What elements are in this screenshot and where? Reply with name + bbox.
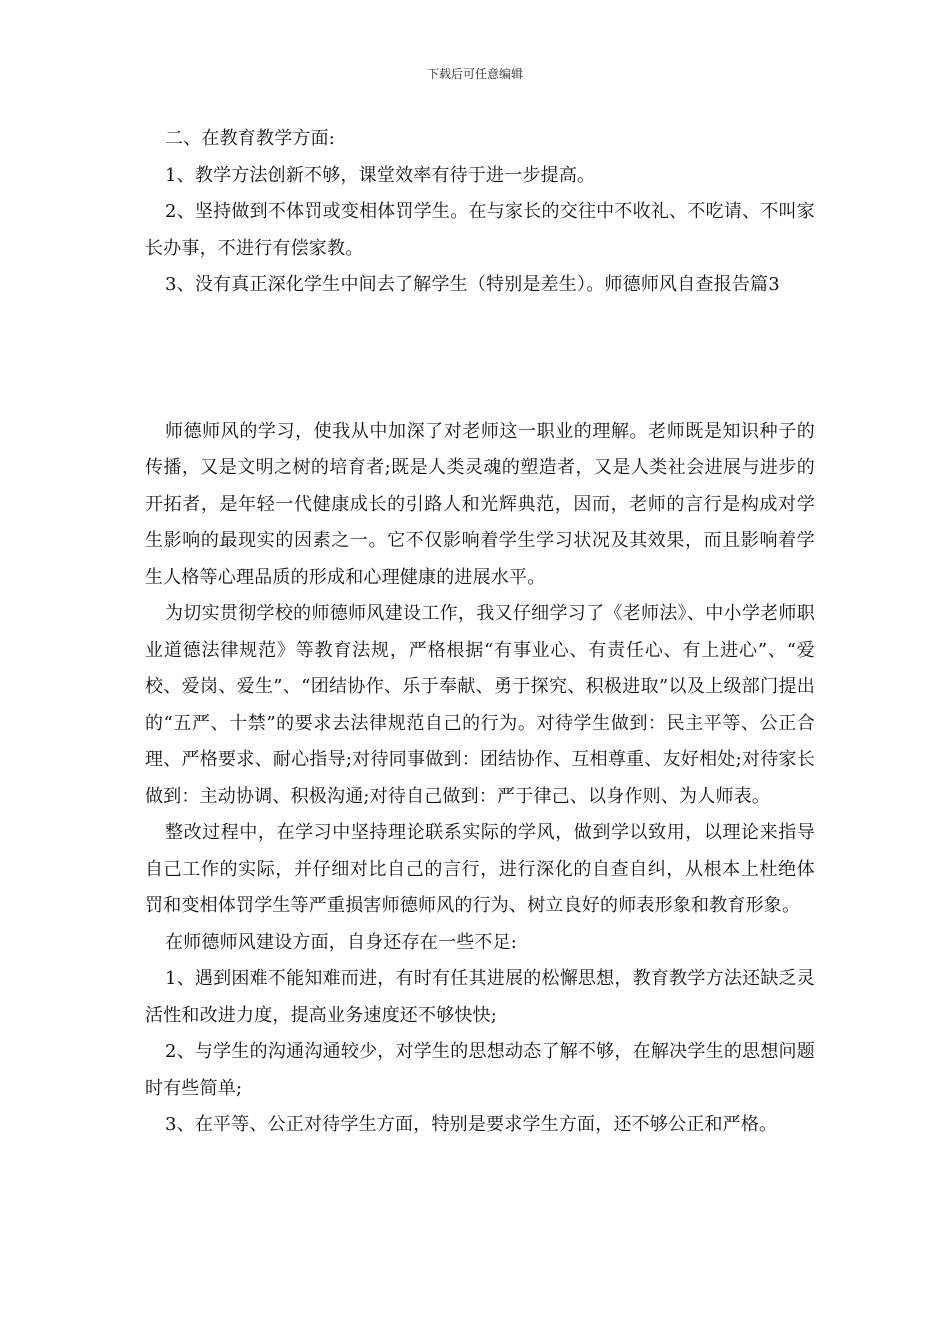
paragraph: 1、遇到困难不能知难而进，有时有任其进展的松懈思想，教育教学方法还缺乏灵活性和改进力度，提高业务速度还不够快快; xyxy=(145,968,815,1026)
paragraph: 2、坚持做到不体罚或变相体罚学生。在与家长的交往中不收礼、不吃请、不叫家长办事，不进行有偿家教。 xyxy=(145,201,815,259)
document-body xyxy=(145,121,815,1144)
paragraph: 3、在平等、公正对待学生方面，特别是要求学生方面，还不够公正和严格。 xyxy=(165,1114,778,1135)
paragraph: 为切实贯彻学校的师德师风建设工作，我又仔细学习了《老师法》、中小学老师职业道德法律规范》等教育法规，严格根据“有事业心、有责任心、有上进心”、“爱校、爱岗、爱生”、“团结协作、乐于奉献、勇于探究、积极进取”以及上级部门提出的“五严、十禁”的要求去法律规范自己的行为。对待学生做到：民主平等、公正合理、严格要求、耐心指导;对待同事做到：团结协作、互相尊重、友好相处;对待家长做到：主动协调、积极沟通;对待自己做到：严于律己、以身作则、为人师表。 xyxy=(145,603,815,807)
paragraph: 在师德师风建设方面，自身还存在一些不足: xyxy=(165,931,518,953)
paragraph: 2、与学生的沟通沟通较少，对学生的思想动态了解不够，在解决学生的思想问题时有些简单; xyxy=(145,1041,815,1099)
blank-gap xyxy=(145,304,815,414)
paragraph: 师德师风的学习，使我从中加深了对老师这一职业的理解。老师既是知识种子的传播，又是文明之树的培育者;既是人类灵魂的塑造者，又是人类社会进展与进步的开拓者，是年轻一代健康成长的引路人和光辉典范，因而，老师的言行是构成对学生影响的最现实的因素之一。它不仅影响着学生学习状况及其效果，而且影响着学生人格等心理品质的形成和心理健康的进展水平。 xyxy=(145,420,815,588)
page-header: 下载后可任意编辑 xyxy=(426,67,523,81)
paragraph: 3、没有真正深化学生中间去了解学生（特别是差生）。师德师风自查报告篇3 xyxy=(165,274,780,295)
paragraph: 1、教学方法创新不够，课堂效率有待于进一步提高。 xyxy=(165,164,596,186)
paragraph: 整改过程中，在学习中坚持理论联系实际的学风，做到学以致用，以理论来指导自己工作的实际，并仔细对比自己的言行，进行深化的自查自纠，从根本上杜绝体罚和变相体罚学生等严重损害师德师风的行为、树立良好的师表形象和教育形象。 xyxy=(145,822,815,916)
section-heading: 二、在教育教学方面: xyxy=(165,128,336,149)
